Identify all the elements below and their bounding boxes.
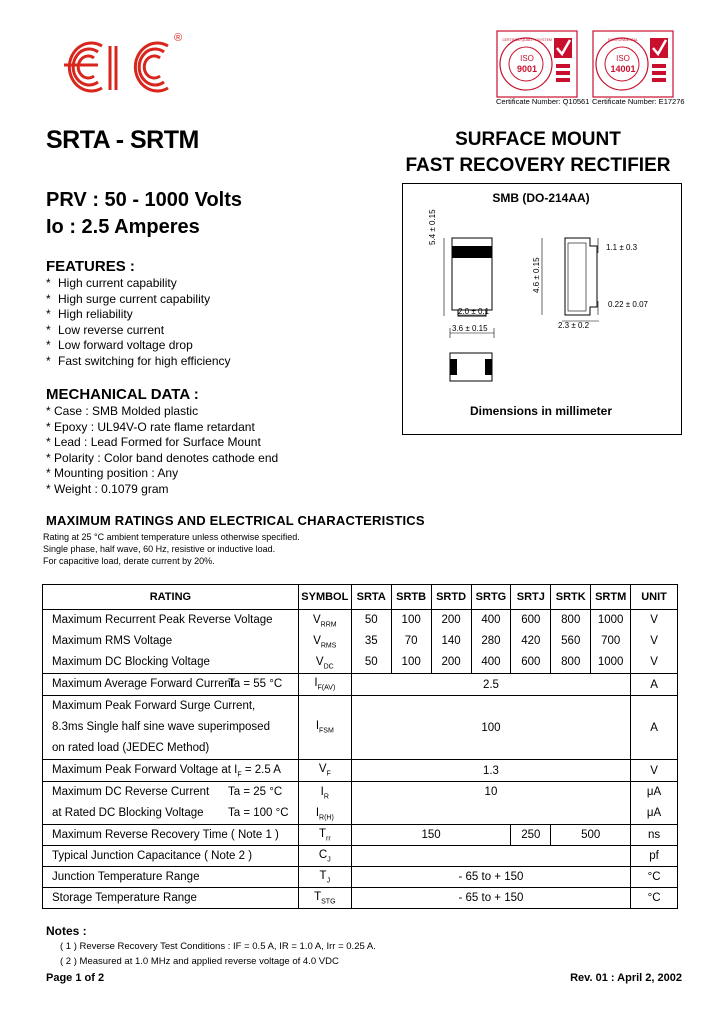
table-row	[43, 760, 678, 782]
dimension-label: 3.6 ± 0.15	[452, 324, 488, 333]
iso-ring-text: ENVIRONMENTAL	[608, 38, 638, 42]
list-item: * High surge current capability	[46, 291, 211, 306]
symbol-cell: $T_J$	[298, 867, 351, 888]
table-row	[43, 846, 678, 867]
symbol-cell: $V_{RRM}$ $V_{RMS}$ $V_{DC}$	[298, 610, 351, 674]
rating-cell: Maximum Average Forward Current Ta = 55 °C	[43, 674, 299, 696]
revision-date: Rev. 01 : April 2, 2002	[570, 972, 682, 984]
rating-cell: Junction Temperature Range	[43, 867, 299, 888]
unit-cell: μA μA	[631, 782, 678, 825]
unit-cell: ns	[631, 825, 678, 846]
rating-cell: Typical Junction Capacitance ( Note 2 )	[43, 846, 299, 867]
iso9001-cert-badge	[496, 30, 576, 100]
rating-cell: Maximum Peak Forward Surge Current, 8.3ms Single half sine wave superimposed on rated load (JEDEC Method)	[43, 696, 299, 760]
list-item: * Case : SMB Molded plastic	[46, 404, 199, 418]
symbol-cell: $I_{FSM}$	[298, 696, 351, 760]
table-row	[43, 696, 678, 760]
product-title-line1: SURFACE MOUNT	[455, 129, 621, 150]
table-row	[43, 674, 678, 696]
list-item: * Polarity : Color band denotes cathode end	[46, 450, 279, 465]
col-header: SRTK	[551, 585, 591, 610]
iso-number: 9001	[516, 64, 538, 74]
mechanical-list	[46, 404, 278, 497]
value-cell	[351, 846, 630, 867]
value-cell: 600 420 600	[511, 610, 551, 674]
value-cell: 1.3	[351, 760, 630, 782]
rating-cell: Maximum DC Reverse Current Ta = 25 °C at Rated DC Blocking Voltage Ta = 100 °C	[43, 782, 299, 825]
condition-note: For capacitive load, derate current by 20%.	[43, 556, 215, 566]
list-item: * Fast switching for high efficiency	[46, 353, 231, 368]
value-cell: 2.5	[351, 674, 630, 696]
notes-heading: Notes :	[46, 924, 87, 938]
unit-cell: V V V	[631, 610, 678, 674]
features-list	[46, 276, 231, 369]
list-item: * Mounting position : Any	[46, 466, 179, 480]
condition-note: Rating at 25 °C ambient temperature unless otherwise specified.	[43, 532, 300, 542]
table-row	[43, 610, 678, 674]
mechanical-heading: MECHANICAL DATA :	[46, 386, 199, 403]
rating-cell: Maximum Reverse Recovery Time ( Note 1 )	[43, 825, 299, 846]
list-item: * High reliability	[46, 307, 133, 321]
dimension-label: 4.6 ± 0.15	[532, 257, 541, 293]
col-header: RATING	[43, 585, 299, 610]
table-row	[43, 867, 678, 888]
page-number: Page 1 of 2	[46, 972, 105, 984]
rating-cell: Storage Temperature Range	[43, 888, 299, 909]
ratings-heading: MAXIMUM RATINGS AND ELECTRICAL CHARACTERISTICS	[46, 513, 425, 528]
value-cell: 400 280 400	[471, 610, 511, 674]
list-item: * Low reverse current	[46, 322, 165, 337]
col-header: SRTB	[391, 585, 431, 610]
registered-mark: ®	[174, 32, 183, 44]
symbol-cell: $V_F$	[298, 760, 351, 782]
symbol-cell: $C_J$	[298, 846, 351, 867]
value-cell: 250	[511, 825, 551, 846]
condition-note: Single phase, half wave, 60 Hz, resistive or inductive load.	[43, 544, 276, 554]
package-dimensions-note: Dimensions in millimeter	[469, 404, 613, 418]
certificate-number: Certificate Number: Q10561	[496, 97, 590, 106]
iso-label: ISO	[520, 54, 534, 63]
table-header-row	[43, 585, 678, 610]
value-cell: 200 140 200	[431, 610, 471, 674]
list-item: * Epoxy : UL94V-O rate flame retardant	[46, 419, 255, 434]
value-cell: 100 70 100	[391, 610, 431, 674]
table-row	[43, 782, 678, 825]
certificate-number: Certificate Number: E17276	[592, 97, 685, 106]
col-header: SRTJ	[511, 585, 551, 610]
part-number-title: SRTA - SRTM	[46, 126, 199, 154]
list-item: * Weight : 0.1079 gram	[46, 481, 169, 496]
note-item: ( 1 ) Reverse Recovery Test Conditions : IF = 0.5 A, IR = 1.0 A, Irr = 0.25 A.	[60, 941, 376, 952]
iso-ring-text: CERTIFIED QUALITY SYSTEM	[502, 38, 552, 42]
value-cell: 1000 700 1000	[591, 610, 631, 674]
list-item: * Low forward voltage drop	[46, 338, 193, 352]
io-rating: Io : 2.5 Amperes	[46, 216, 200, 238]
eic-logo	[62, 32, 192, 100]
unit-cell: A	[631, 674, 678, 696]
unit-cell: V	[631, 760, 678, 782]
ratings-table	[42, 584, 678, 909]
rating-cell: Maximum Peak Forward Voltage at $I_F = 2.5$ A	[43, 760, 299, 782]
value-cell: 500	[551, 825, 631, 846]
unit-cell: °C	[631, 867, 678, 888]
symbol-cell: $T_{rr}$	[298, 825, 351, 846]
col-header: SYMBOL	[298, 585, 351, 610]
prv-rating: PRV : 50 - 1000 Volts	[46, 189, 243, 211]
list-item: * High current capability	[46, 276, 177, 290]
symbol-cell: $T_{STG}$	[298, 888, 351, 909]
symbol-cell: $I_{F(AV)}$	[298, 674, 351, 696]
note-item: ( 2 ) Measured at 1.0 MHz and applied reverse voltage of 4.0 VDC	[60, 956, 339, 967]
value-cell: - 65 to + 150	[351, 888, 630, 909]
rating-cell: Maximum Recurrent Peak Reverse Voltage Maximum RMS Voltage Maximum DC Blocking Voltage	[43, 610, 299, 674]
col-header: SRTM	[591, 585, 631, 610]
product-title-line2: FAST RECOVERY RECTIFIER	[405, 155, 671, 176]
list-item: * Lead : Lead Formed for Surface Mount	[46, 435, 261, 449]
dimension-label: 2.0 ± 0.1	[458, 307, 490, 316]
value-cell: 150	[351, 825, 511, 846]
dimension-label: 5.4 ± 0.15	[428, 209, 437, 245]
dimension-label: 2.3 ± 0.2	[558, 321, 590, 330]
unit-cell: pf	[631, 846, 678, 867]
features-heading: FEATURES :	[46, 258, 135, 275]
table-row	[43, 888, 678, 909]
iso-label: ISO	[616, 54, 630, 63]
package-dimension-drawing	[402, 183, 680, 433]
unit-cell: A	[631, 696, 678, 760]
col-header: SRTA	[351, 585, 391, 610]
iso-number: 14001	[610, 64, 636, 74]
dimension-label: 0.22 ± 0.07	[608, 300, 648, 309]
value-cell: - 65 to + 150	[351, 867, 630, 888]
table-row	[43, 825, 678, 846]
dimension-label: 1.1 ± 0.3	[606, 243, 638, 252]
value-cell: 100	[351, 696, 630, 760]
package-name: SMB (DO-214AA)	[492, 191, 590, 205]
col-header: SRTD	[431, 585, 471, 610]
unit-cell: °C	[631, 888, 678, 909]
value-cell: 800 560 800	[551, 610, 591, 674]
value-cell: 10	[351, 782, 630, 825]
col-header: SRTG	[471, 585, 511, 610]
symbol-cell: $I_R$ $I_{R(H)}$	[298, 782, 351, 825]
iso14001-cert-badge	[592, 30, 672, 100]
col-header: UNIT	[631, 585, 678, 610]
value-cell: 50 35 50	[351, 610, 391, 674]
